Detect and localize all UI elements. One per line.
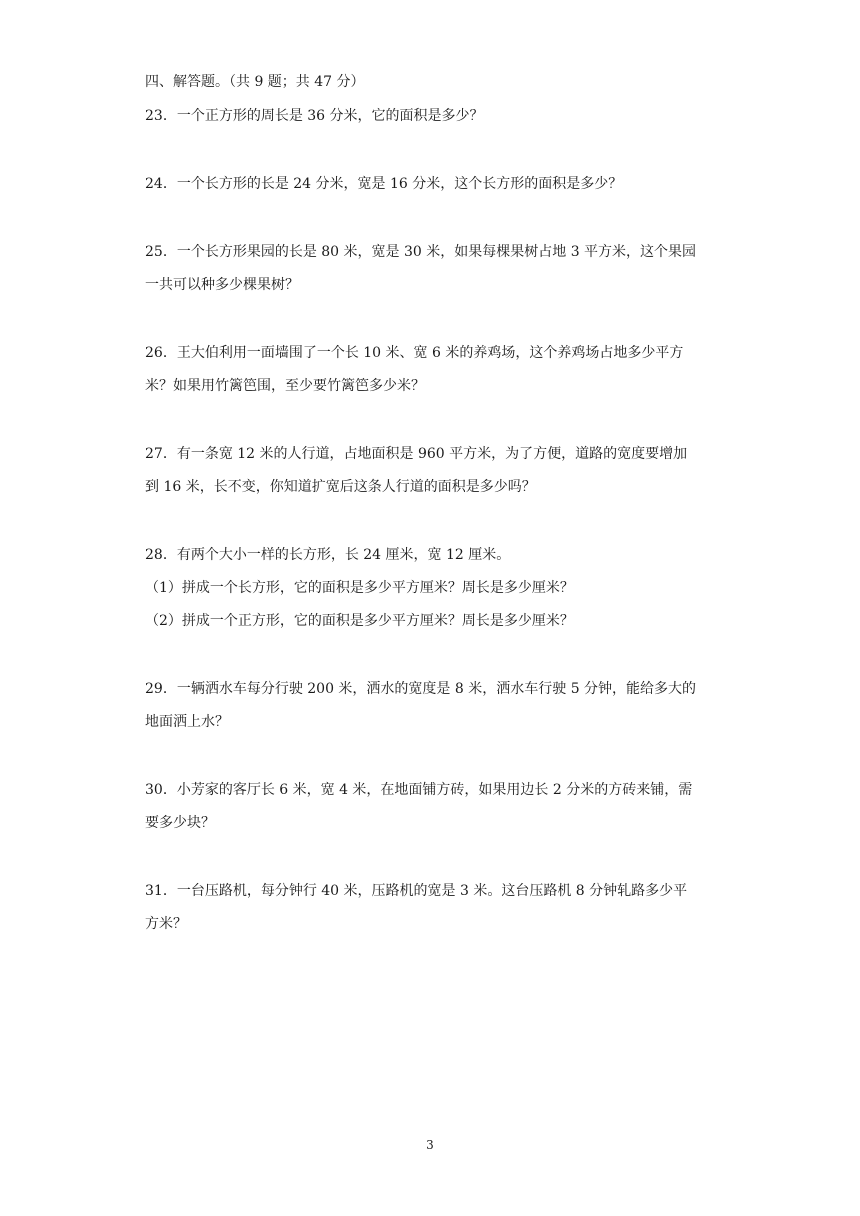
question-29-line-1: 29．一辆洒水车每分行驶 200 米，洒水的宽度是 8 米，洒水车行驶 5 分钟，能给多大的 — [145, 681, 697, 697]
question-28-subquestion-2: （2）拼成一个正方形，它的面积是多少平方厘米？周长是多少厘米？ — [145, 613, 574, 629]
question-27-line-2: 到 16 米，长不变，你知道扩宽后这条人行道的面积是多少吗？ — [145, 479, 536, 495]
question-26-line-2: 米？如果用竹篱笆围，至少要竹篱笆多少米？ — [145, 378, 425, 394]
question-24-line-1: 24．一个长方形的长是 24 分米，宽是 16 分米，这个长方形的面积是多少？ — [145, 176, 623, 192]
question-28-subquestion-1: （1）拼成一个长方形，它的面积是多少平方厘米？周长是多少厘米？ — [145, 580, 574, 596]
question-30-line-2: 要多少块？ — [145, 815, 215, 831]
question-23-line-1: 23．一个正方形的周长是 36 分米，它的面积是多少？ — [145, 108, 484, 124]
question-30-line-1: 30．小芳家的客厅长 6 米，宽 4 米，在地面铺方砖，如果用边长 2 分米的方砖来铺，需 — [145, 782, 693, 798]
section-title: 四、解答题。（共 9 题；共 47 分） — [145, 74, 365, 90]
question-25-line-1: 25．一个长方形果园的长是 80 米，宽是 30 米，如果每棵果树占地 3 平方米，这个果园 — [145, 244, 697, 260]
question-31-line-2: 方米？ — [145, 916, 187, 932]
question-31-line-1: 31．一台压路机，每分钟行 40 米，压路机的宽是 3 米。这台压路机 8 分钟轧路多少平 — [145, 883, 688, 899]
question-25-line-2: 一共可以种多少棵果树？ — [145, 277, 299, 293]
page-number: 3 — [426, 1138, 434, 1152]
question-26-line-1: 26．王大伯利用一面墙围了一个长 10 米、宽 6 米的养鸡场，这个养鸡场占地多少平方 — [145, 345, 684, 361]
question-29-line-2: 地面洒上水？ — [145, 714, 229, 730]
question-28-line-1: 28．有两个大小一样的长方形，长 24 厘米，宽 12 厘米。 — [145, 547, 511, 563]
question-27-line-1: 27．有一条宽 12 米的人行道，占地面积是 960 平方米，为了方便，道路的宽度要增加 — [145, 446, 688, 462]
